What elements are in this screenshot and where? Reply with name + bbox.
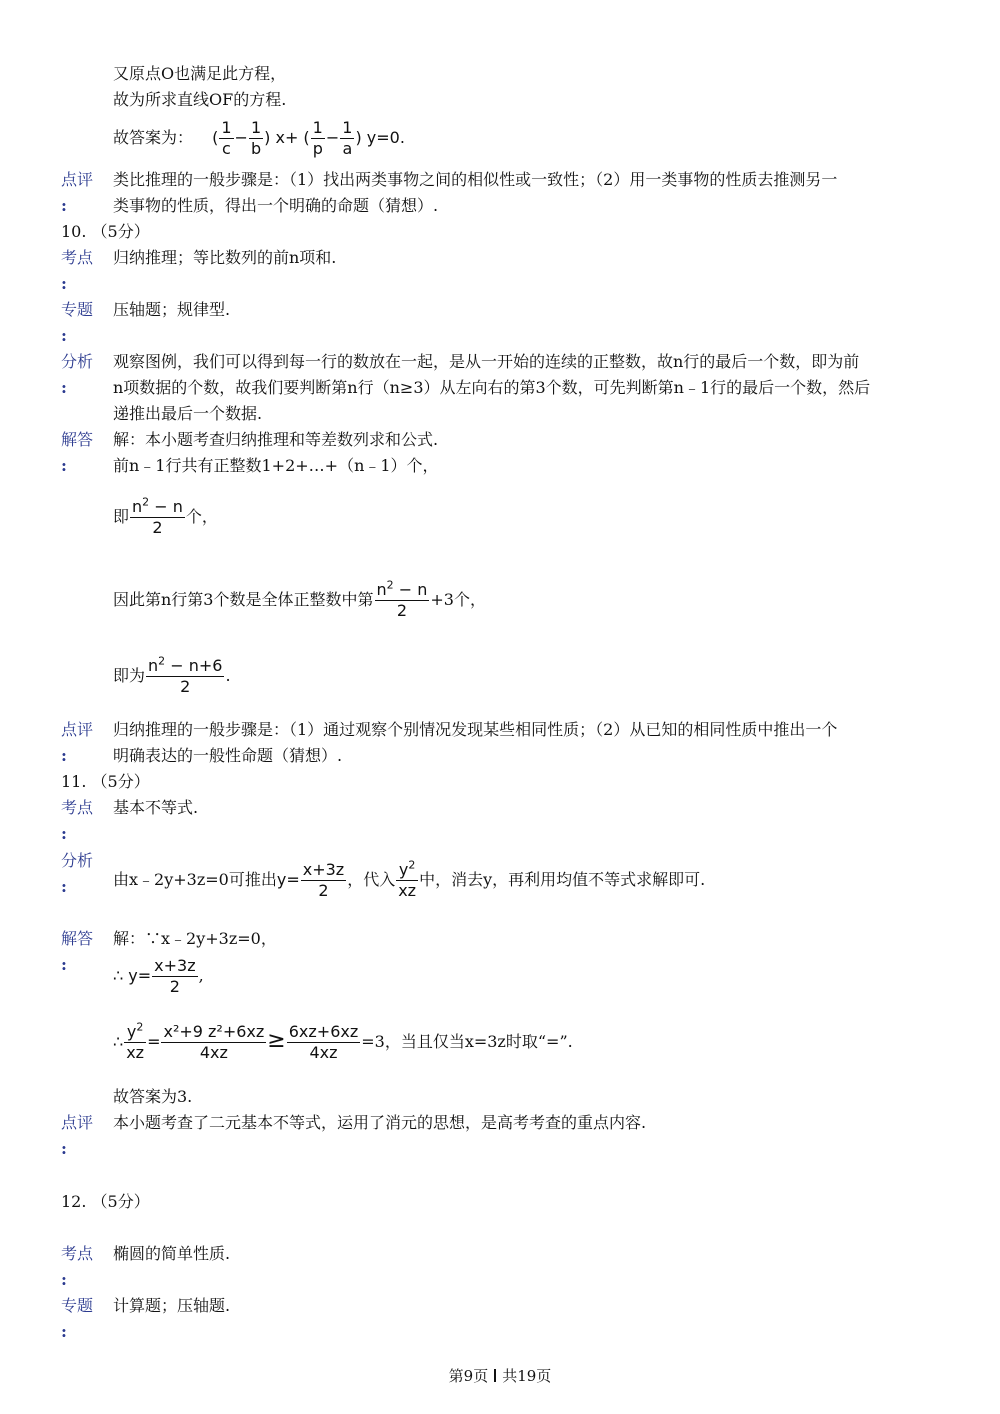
q10-zhuanti: 压轴题；规律型. — [113, 300, 231, 319]
fraction: $\frac{\text{x²+9 z²+6xz}}{4xz}$ — [163, 1022, 265, 1062]
label-colon: : — [61, 746, 67, 765]
label-colon: : — [61, 877, 67, 896]
q10-fenxi-line-2: n项数据的个数，故我们要判断第n行（n≥3）从左向右的第3个数，可先判断第n﹣1行的最后一个数，然后 — [113, 378, 871, 397]
label-colon: : — [61, 378, 67, 397]
q11-jieda-label: 解答 — [61, 929, 94, 948]
label-colon: : — [61, 1270, 67, 1289]
fraction: $\frac{x+3z}{2}$ — [154, 956, 196, 996]
q9-line-2: 故为所求直线OF的方程. — [113, 90, 287, 109]
label-colon: : — [61, 326, 67, 345]
q10-header: 10. （5分） — [61, 222, 150, 241]
q11-header: 11. （5分） — [61, 772, 150, 791]
q9-answer-math: ( $\frac{1}{c}$ − $\frac{1}{b}$ ) x+ ( $\frac{1}{p}$ − $\frac{1}{a}$ ) y=0. — [212, 118, 405, 158]
q10-comment-line-1: 归纳推理的一般步骤是：（1）通过观察个别情况发现某些相同性质；（2）从已知的相同性质中推出一个 — [113, 720, 838, 739]
page-number: 第9页 — [448, 1367, 489, 1385]
page-footer — [0, 1365, 1000, 1386]
q9-answer — [113, 118, 405, 159]
fraction: $\frac{6xz+6xz}{4xz}$ — [288, 1022, 359, 1062]
q10-jieda-label: 解答 — [61, 430, 94, 449]
q12-header: 12. （5分） — [61, 1192, 150, 1211]
footer-divider — [494, 1369, 496, 1382]
q10-jieda-line-1: 解：本小题考查归纳推理和等差数列求和公式. — [113, 430, 439, 449]
q11-kaodian: 基本不等式. — [113, 798, 199, 817]
q11-kaodian-label: 考点 — [61, 798, 94, 817]
q9-comment-label: 点评 — [61, 170, 94, 189]
q10-jieda-line-4: 因此第n行第3个数是全体正整数中第 $\frac{n^2 - n}{2}$ +3个， — [113, 578, 486, 620]
label-colon: : — [61, 955, 67, 974]
q10-kaodian-label: 考点 — [61, 248, 94, 267]
fraction: $\frac{n^2 - n+6}{2}$ — [148, 654, 223, 696]
q11-jieda-line-2: ∴ y= $\frac{x+3z}{2}$ , — [113, 956, 204, 996]
q12-zhuanti-label: 专题 — [61, 1296, 94, 1315]
q12-kaodian: 椭圆的简单性质. — [113, 1244, 231, 1263]
fraction: $\frac{x+3z}{2}$ — [302, 860, 345, 900]
q9-comment-line-1: 类比推理的一般步骤是：（1）找出两类事物之间的相似性或一致性；（2）用一类事物的性质去推测另一 — [113, 170, 838, 189]
q10-fenxi-label: 分析 — [61, 352, 94, 371]
q10-fenxi-line-1: 观察图例，我们可以得到每一行的数放在一起，是从一开始的连续的正整数，故n行的最后一个数，即为前 — [113, 352, 860, 371]
q10-jieda-line-5: 即为 $\frac{n^2 - n+6}{2}$ . — [113, 654, 231, 696]
q10-jieda-line-2: 前n﹣1行共有正整数1+2+…+（n﹣1）个， — [113, 456, 439, 475]
q11-comment-line-1: 本小题考查了二元基本不等式，运用了消元的思想，是高考考查的重点内容. — [113, 1113, 647, 1132]
q11-fenxi-label: 分析 — [61, 851, 94, 870]
q10-jieda-line-3: 即 $\frac{n^2 - n}{2}$ 个， — [113, 495, 218, 537]
label-colon: : — [61, 456, 67, 475]
q10-zhuanti-label: 专题 — [61, 300, 94, 319]
q10-comment-label: 点评 — [61, 720, 94, 739]
q9-comment-line-2: 类事物的性质，得出一个明确的命题（猜想）. — [113, 196, 439, 215]
label-colon: : — [61, 196, 67, 215]
q11-comment-label: 点评 — [61, 1113, 94, 1132]
q9-line-1: 又原点O也满足此方程， — [113, 64, 287, 83]
label-colon: : — [61, 1139, 67, 1158]
q9-answer-prefix: 故答案为： — [113, 128, 194, 147]
q11-fenxi: 由x﹣2y+3z=0可推出y= $\frac{x+3z}{2}$ ，代入 $\frac{y^2}{xz}$ 中，消去y，再利用均值不等式求解即可. — [113, 858, 706, 900]
q10-kaodian: 归纳推理；等比数列的前n项和. — [113, 248, 337, 267]
q10-fenxi-line-3: 递推出最后一个数据. — [113, 404, 263, 423]
q12-zhuanti: 计算题；压轴题. — [113, 1296, 231, 1315]
q11-jieda-line-3: ∴ $\frac{y^2}{xz}$ = $\frac{\text{x²+9 z²+6xz}}{4xz}$ ≥ $\frac{6xz+6xz}{4xz}$ =3，当且仅当x=3z时取“=”. — [113, 1020, 573, 1062]
fraction: $\frac{y^2}{xz}$ — [126, 1020, 145, 1062]
q11-jieda-line-1: 解：∵x﹣2y+3z=0， — [113, 929, 277, 948]
label-colon: : — [61, 824, 67, 843]
label-colon: : — [61, 1322, 67, 1341]
q10-comment-line-2: 明确表达的一般性命题（猜想）. — [113, 746, 343, 765]
fraction: $\frac{n^2 - n}{2}$ — [132, 495, 183, 537]
page-total: 共19页 — [502, 1367, 552, 1385]
fraction: $\frac{y^2}{xz}$ — [398, 858, 417, 900]
q11-jieda-line-4: 故答案为3. — [113, 1087, 193, 1106]
q12-kaodian-label: 考点 — [61, 1244, 94, 1263]
label-colon: : — [61, 274, 67, 293]
fraction: $\frac{n^2 - n}{2}$ — [376, 578, 428, 620]
